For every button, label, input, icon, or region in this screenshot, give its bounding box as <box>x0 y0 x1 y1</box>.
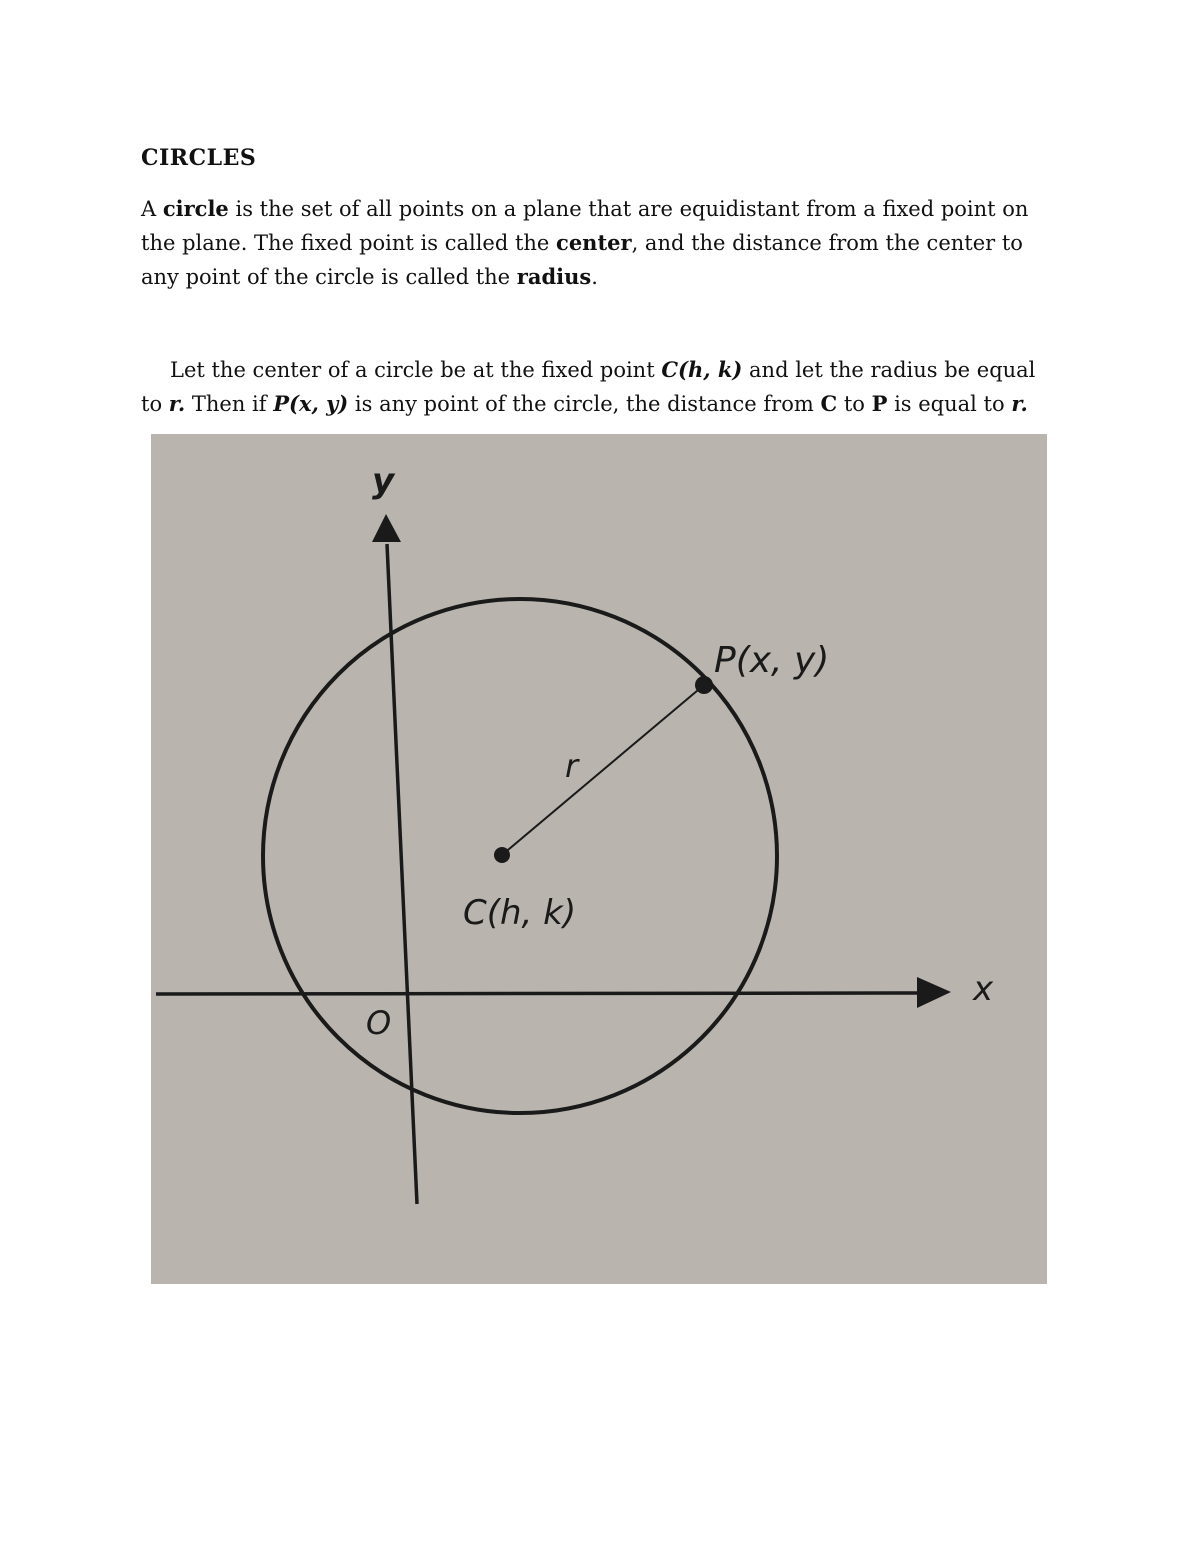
radius-notation: r. <box>1011 391 1028 416</box>
term-center: center <box>556 230 632 255</box>
photo-background <box>151 434 1047 1284</box>
text: is any point of the circle, the distance from <box>348 392 821 416</box>
term-radius: radius <box>516 264 592 289</box>
center-label: C(h, k) <box>463 893 577 933</box>
text: Let the center of a circle be at the fixed point <box>170 358 662 382</box>
x-axis-label: x <box>973 969 994 1009</box>
page-title: CIRCLES <box>141 145 257 171</box>
circle-diagram-photo <box>151 434 1047 1284</box>
radius-notation: r. <box>168 391 186 416</box>
p-letter: P <box>871 391 888 416</box>
circle-diagram <box>151 434 1047 1284</box>
text: , and the distance from the center to any point of the circle is called the <box>141 231 1023 289</box>
term-circle: circle <box>162 196 229 221</box>
text: Then if <box>185 392 274 416</box>
point-p <box>695 676 713 694</box>
text: to <box>837 392 872 416</box>
origin-label: O <box>366 1004 392 1042</box>
text: is the set of all points on a plane that are equidistant from a fixed point on the plane. The fixed point is called the <box>141 197 1029 255</box>
text: A <box>141 197 163 221</box>
radius-label: r <box>565 747 579 785</box>
text: is equal to <box>887 392 1012 416</box>
center-point <box>494 847 510 863</box>
c-letter: C <box>820 391 838 416</box>
text: . <box>591 265 598 289</box>
definition-paragraph <box>141 192 1046 294</box>
x-axis <box>156 993 921 994</box>
setup-paragraph <box>141 353 1046 421</box>
point-p-label: P(x, y) <box>714 640 830 681</box>
text: and let the radius be equal to <box>141 358 1036 416</box>
y-axis-label: y <box>372 461 395 501</box>
center-notation: C(h, k) <box>661 357 743 382</box>
point-notation: P(x, y) <box>273 391 349 416</box>
